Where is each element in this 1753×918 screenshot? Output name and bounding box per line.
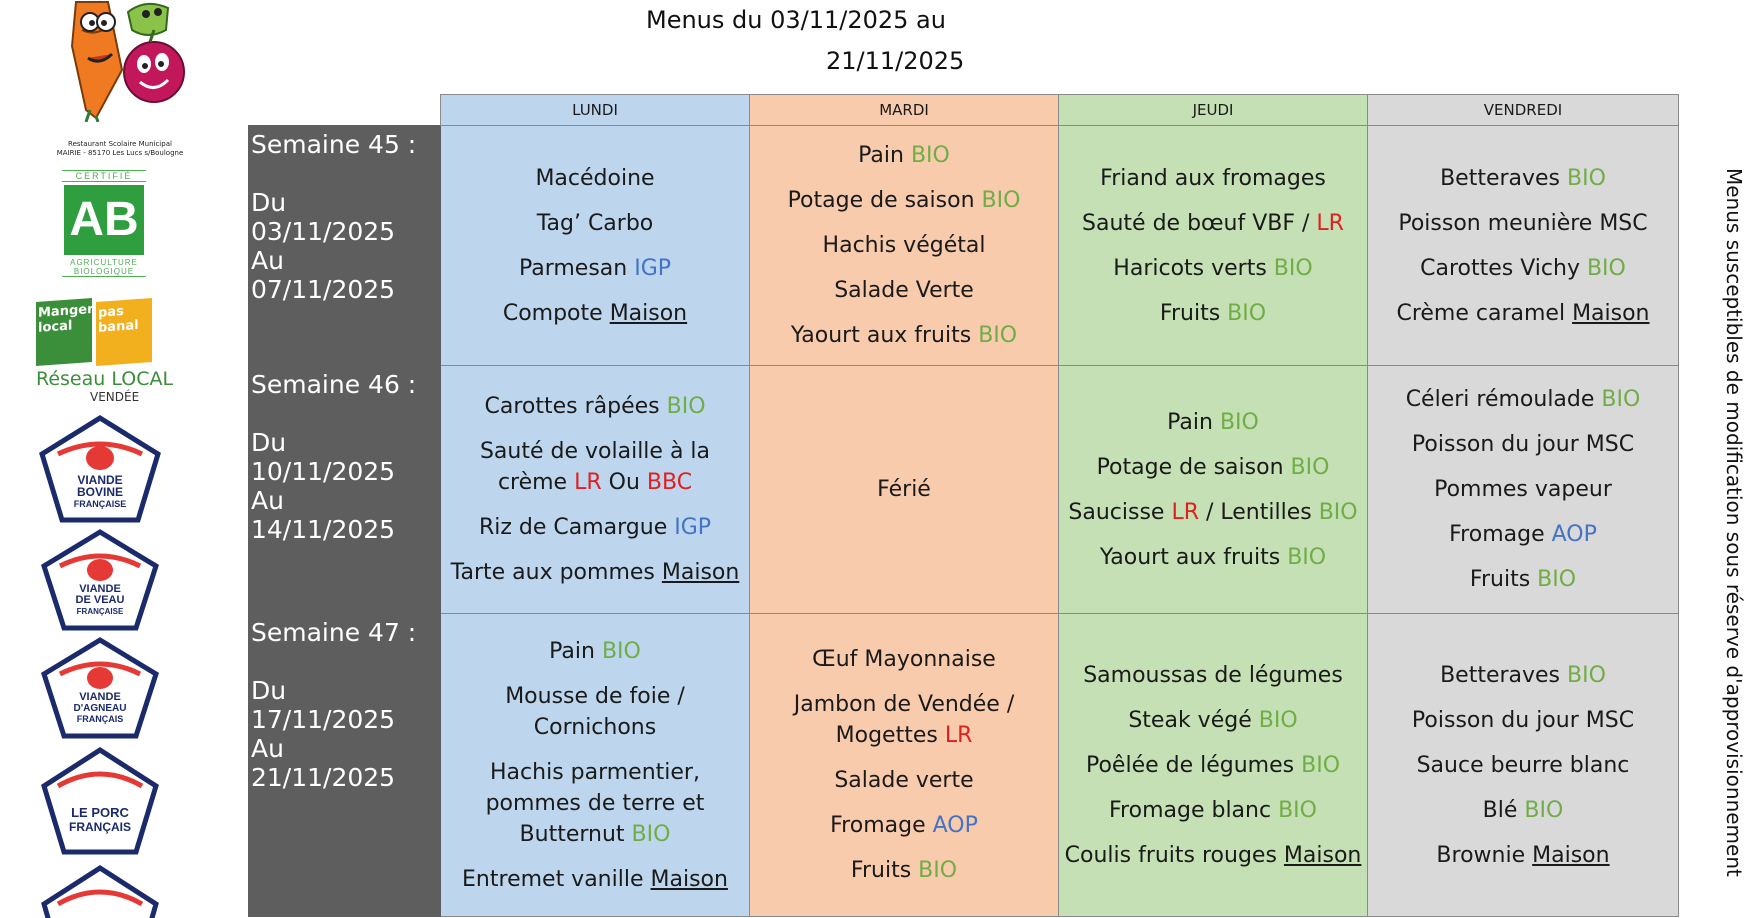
menu-item [1370, 519, 1676, 550]
menu-cell-jeudi [1059, 126, 1368, 366]
menu-item [1061, 407, 1365, 438]
logo-sidebar [0, 0, 200, 918]
dish-text: Céleri rémoulade [1405, 387, 1602, 412]
label-bio: BIO [1567, 165, 1606, 191]
ab-logo [62, 170, 146, 277]
dish-text: Poisson du jour MSC [1411, 707, 1635, 733]
week-spacer [251, 159, 440, 188]
week-date-from: 17/11/2025 [251, 705, 396, 734]
menu-item [1061, 163, 1365, 194]
week-label: Semaine 46 : [251, 370, 417, 399]
dish-text: Riz de Camargue [478, 515, 675, 540]
dish-text: Férié [877, 477, 931, 502]
dish-text: Betteraves [1440, 165, 1568, 191]
menu-item [1370, 163, 1676, 194]
menu-item [443, 208, 747, 239]
label-igp: IGP [634, 255, 672, 281]
side-note [1718, 168, 1746, 888]
label-lr: LR [944, 723, 973, 748]
label-bio: BIO [1301, 752, 1341, 778]
week-row [249, 614, 1679, 917]
label-bio: BIO [1567, 662, 1606, 688]
dish-text: Carottes râpées [484, 394, 667, 419]
menu-item [443, 436, 747, 498]
menu-item [1370, 795, 1676, 826]
viande-agneau-line2: D'AGNEAU [73, 703, 127, 714]
vegetable-mascot-logo [50, 0, 190, 122]
label-maison: Maison [1283, 842, 1362, 868]
dish-text: Salade verte [834, 768, 974, 793]
menu-item [443, 636, 747, 667]
porc-line2: FRANÇAIS [69, 820, 131, 834]
menu-item [1370, 384, 1676, 415]
dish-text: Tarte aux pommes [450, 560, 662, 585]
label-bio: BIO [1290, 454, 1330, 480]
side-note-text: Menus susceptibles de modification sous réserve d'approvisionnement [1722, 168, 1746, 877]
menu-cell-jeudi [1059, 366, 1368, 614]
label-maison: Maison [661, 560, 740, 585]
menu-cell-mardi [750, 126, 1059, 366]
label-igp: IGP [674, 515, 712, 540]
label-bio: BIO [978, 323, 1018, 348]
menu-table [248, 94, 1679, 917]
week-date-from: 03/11/2025 [251, 217, 396, 246]
partial-label-logo [40, 864, 160, 918]
week-label: Semaine 47 : [251, 618, 417, 647]
menu-cell-vendredi [1368, 366, 1679, 614]
dish-text: Pain [858, 143, 911, 168]
day-header-lundi: LUNDI [441, 95, 750, 126]
menu-item [1061, 840, 1365, 871]
dish-text: Blé [1482, 797, 1525, 823]
week-label: Semaine 45 : [251, 130, 417, 159]
menu-item [1061, 750, 1365, 781]
menu-item [443, 512, 747, 543]
menu-item [1061, 208, 1365, 239]
dish-text: Crème caramel [1396, 300, 1573, 326]
menu-cell-vendredi [1368, 614, 1679, 917]
dish-text: Hachis parmentier, pommes de terre et Butternut [485, 759, 705, 847]
dish-text: Pain [549, 638, 602, 664]
dish-text: Yaourt aux fruits [790, 323, 979, 348]
label-maison: Maison [1532, 842, 1610, 868]
viande-agneau-logo [40, 636, 160, 740]
dish-text: Macédoine [535, 165, 655, 191]
menu-item [1370, 253, 1676, 284]
label-lr: LR [574, 470, 602, 495]
ab-certifie-text: CERTIFIÉ [62, 170, 146, 182]
week-au: Au [251, 246, 284, 275]
restaurant-caption [40, 140, 200, 158]
dish-text: Entremet vanille [462, 866, 651, 892]
header-corner [249, 95, 441, 126]
menu-item [752, 320, 1056, 351]
menu-item [752, 185, 1056, 216]
pas-banal-badge: pas banal [96, 298, 152, 366]
menu-item [1061, 497, 1365, 528]
menu-item [752, 474, 1056, 505]
menu-item [1061, 542, 1365, 573]
menu-item [752, 644, 1056, 675]
ab-mark: AB [64, 185, 144, 255]
day-header-mardi: MARDI [750, 95, 1059, 126]
menu-item [443, 298, 747, 329]
dish-text: Fruits [1469, 567, 1538, 592]
week-date-to: 14/11/2025 [251, 515, 396, 544]
week-du: Du [251, 188, 287, 217]
week-spacer [251, 399, 440, 428]
label-bio: BIO [666, 394, 706, 419]
label-lr: LR [1171, 499, 1199, 525]
dish-text: Yaourt aux fruits [1099, 544, 1288, 570]
week-spacer [251, 647, 440, 676]
week-au: Au [251, 734, 284, 763]
label-bio: BIO [601, 638, 641, 664]
menu-item [752, 765, 1056, 796]
ab-subtitle-1: AGRICULTURE [70, 258, 138, 267]
menu-item [443, 864, 747, 895]
dish-text: Coulis fruits rouges [1064, 842, 1284, 868]
label-bio: BIO [1586, 255, 1626, 281]
week-date-from: 10/11/2025 [251, 457, 396, 486]
menu-item [1370, 750, 1676, 781]
dish-text: Betteraves [1440, 662, 1568, 688]
menu-item [752, 810, 1056, 841]
menu-item [1061, 660, 1365, 691]
dish-text: Poisson meunière MSC [1398, 210, 1648, 236]
dish-text: Pommes vapeur [1434, 477, 1612, 502]
menu-item [1370, 429, 1676, 460]
menu-item [1370, 298, 1676, 329]
dish-text: Jambon de Vendée / Mogettes [793, 692, 1015, 748]
dish-text: Ou [601, 470, 647, 495]
label-bio: BIO [910, 143, 950, 168]
menu-cell-vendredi [1368, 126, 1679, 366]
dish-text: Fromage [830, 813, 933, 838]
menu-cell-lundi [441, 366, 750, 614]
dish-text: Potage de saison [787, 188, 982, 213]
porc-line1: LE PORC [71, 805, 129, 820]
dish-text: Sauté de bœuf VBF / [1082, 210, 1317, 236]
menu-item [1370, 208, 1676, 239]
viande-bovine-line1: VIANDE [77, 473, 123, 487]
menu-item [1061, 298, 1365, 329]
menu-item [443, 391, 747, 422]
label-bio: BIO [1537, 567, 1577, 592]
label-bio: BIO [1318, 499, 1358, 525]
menu-item [752, 855, 1056, 886]
label-bio: BIO [1278, 797, 1317, 823]
week-date-to: 07/11/2025 [251, 275, 396, 304]
ab-subtitle-2: BIOLOGIQUE [62, 267, 146, 277]
menu-cell-lundi [441, 126, 750, 366]
menu-item [1061, 253, 1365, 284]
viande-veau-line3: FRANÇAISE [76, 607, 124, 616]
menu-item [1370, 660, 1676, 691]
dish-text: Compote [502, 300, 610, 326]
dish-text: Fromage [1449, 522, 1552, 547]
dish-text: Samoussas de légumes [1083, 662, 1343, 688]
manger-local-badge: Manger local [36, 298, 92, 366]
viande-bovine-line3: FRANÇAISE [73, 499, 127, 509]
day-header-jeudi: JEUDI [1059, 95, 1368, 126]
dish-text: Mousse de foie / Cornichons [505, 683, 685, 740]
week-label-cell [249, 126, 441, 366]
dish-text: Fromage blanc [1109, 797, 1279, 823]
menu-item [1370, 474, 1676, 505]
menu-item [752, 689, 1056, 751]
week-du: Du [251, 428, 287, 457]
menu-cell-jeudi [1059, 614, 1368, 917]
label-maison: Maison [1572, 300, 1650, 326]
label-bio: BIO [1273, 255, 1313, 281]
label-bio: BIO [1287, 544, 1327, 570]
menu-item [1370, 564, 1676, 595]
dish-text: Tag’ Carbo [536, 210, 654, 236]
reseau-local-logo [36, 300, 176, 404]
viande-veau-logo [40, 528, 160, 632]
porc-francais-logo [40, 746, 160, 856]
vendee-text: VENDÉE [90, 390, 140, 404]
viande-veau-line2: DE VEAU [75, 594, 125, 606]
label-bio: BIO [918, 858, 958, 883]
dish-text: Steak végé [1128, 707, 1259, 733]
menu-item [1061, 452, 1365, 483]
menu-item [443, 681, 747, 743]
dish-text: Fruits [850, 858, 919, 883]
week-row [249, 366, 1679, 614]
label-aop: AOP [1551, 522, 1597, 547]
label-bio: BIO [1227, 300, 1267, 326]
menu-item [443, 557, 747, 588]
label-bbc: BBC [646, 470, 693, 495]
viande-agneau-line1: VIANDE [79, 691, 121, 703]
dish-text: Hachis végétal [822, 233, 986, 258]
menu-cell-mardi [750, 366, 1059, 614]
menu-cell-lundi [441, 614, 750, 917]
viande-agneau-line3: FRANÇAIS [76, 714, 124, 724]
dish-text: Fruits [1159, 300, 1228, 326]
week-du: Du [251, 676, 287, 705]
menu-cell-mardi [750, 614, 1059, 917]
dish-text: Poisson du jour MSC [1411, 432, 1635, 457]
dish-text: Friand aux fromages [1100, 165, 1326, 191]
day-header-vendredi: VENDREDI [1368, 95, 1679, 126]
label-bio: BIO [1524, 797, 1564, 823]
dish-text: Sauce beurre blanc [1416, 752, 1630, 778]
dish-text: Potage de saison [1096, 454, 1291, 480]
label-bio: BIO [631, 821, 671, 847]
label-bio: BIO [981, 188, 1021, 213]
menu-title-line2: 21/11/2025 [826, 47, 965, 75]
week-date-to: 21/11/2025 [251, 763, 396, 792]
menu-item [443, 757, 747, 850]
label-bio: BIO [1601, 387, 1641, 412]
restaurant-address: MAIRIE - 85170 Les Lucs s/Boulogne [56, 149, 184, 157]
menu-title-line1: Menus du 03/11/2025 au [646, 6, 946, 34]
dish-text: Pain [1167, 409, 1220, 435]
week-row [249, 126, 1679, 366]
label-bio: BIO [1258, 707, 1298, 733]
menu-item [443, 163, 747, 194]
dish-text: Carottes Vichy [1420, 255, 1587, 281]
menu-item [1370, 840, 1676, 871]
week-au: Au [251, 486, 284, 515]
dish-text: / Lentilles [1199, 499, 1319, 525]
day-header-row [249, 95, 1679, 126]
restaurant-name: Restaurant Scolaire Municipal [68, 140, 172, 148]
label-lr: LR [1316, 210, 1344, 236]
label-bio: BIO [1219, 409, 1259, 435]
dish-text: Œuf Mayonnaise [812, 647, 996, 672]
menu-item [752, 230, 1056, 261]
menu-item [1061, 705, 1365, 736]
week-label-cell [249, 614, 441, 917]
viande-veau-line1: VIANDE [79, 583, 121, 595]
label-maison: Maison [650, 866, 728, 892]
label-maison: Maison [609, 300, 688, 326]
menu-item [752, 140, 1056, 171]
menu-item [1370, 705, 1676, 736]
dish-text: Salade Verte [834, 278, 974, 303]
dish-text: Poêlée de légumes [1085, 752, 1302, 778]
viande-bovine-line2: BOVINE [76, 485, 123, 499]
label-aop: AOP [932, 813, 978, 838]
week-label-cell [249, 366, 441, 614]
reseau-local-text: Réseau LOCAL [36, 368, 174, 390]
dish-text: Parmesan [518, 255, 635, 281]
dish-text: Sauté de volaille à la crème [479, 439, 711, 495]
menu-item [1061, 795, 1365, 826]
viande-bovine-logo [38, 414, 162, 526]
menu-item [752, 275, 1056, 306]
dish-text: Brownie [1436, 842, 1533, 868]
dish-text: Haricots verts [1113, 255, 1274, 281]
dish-text: Saucisse [1068, 499, 1172, 525]
menu-item [443, 253, 747, 284]
